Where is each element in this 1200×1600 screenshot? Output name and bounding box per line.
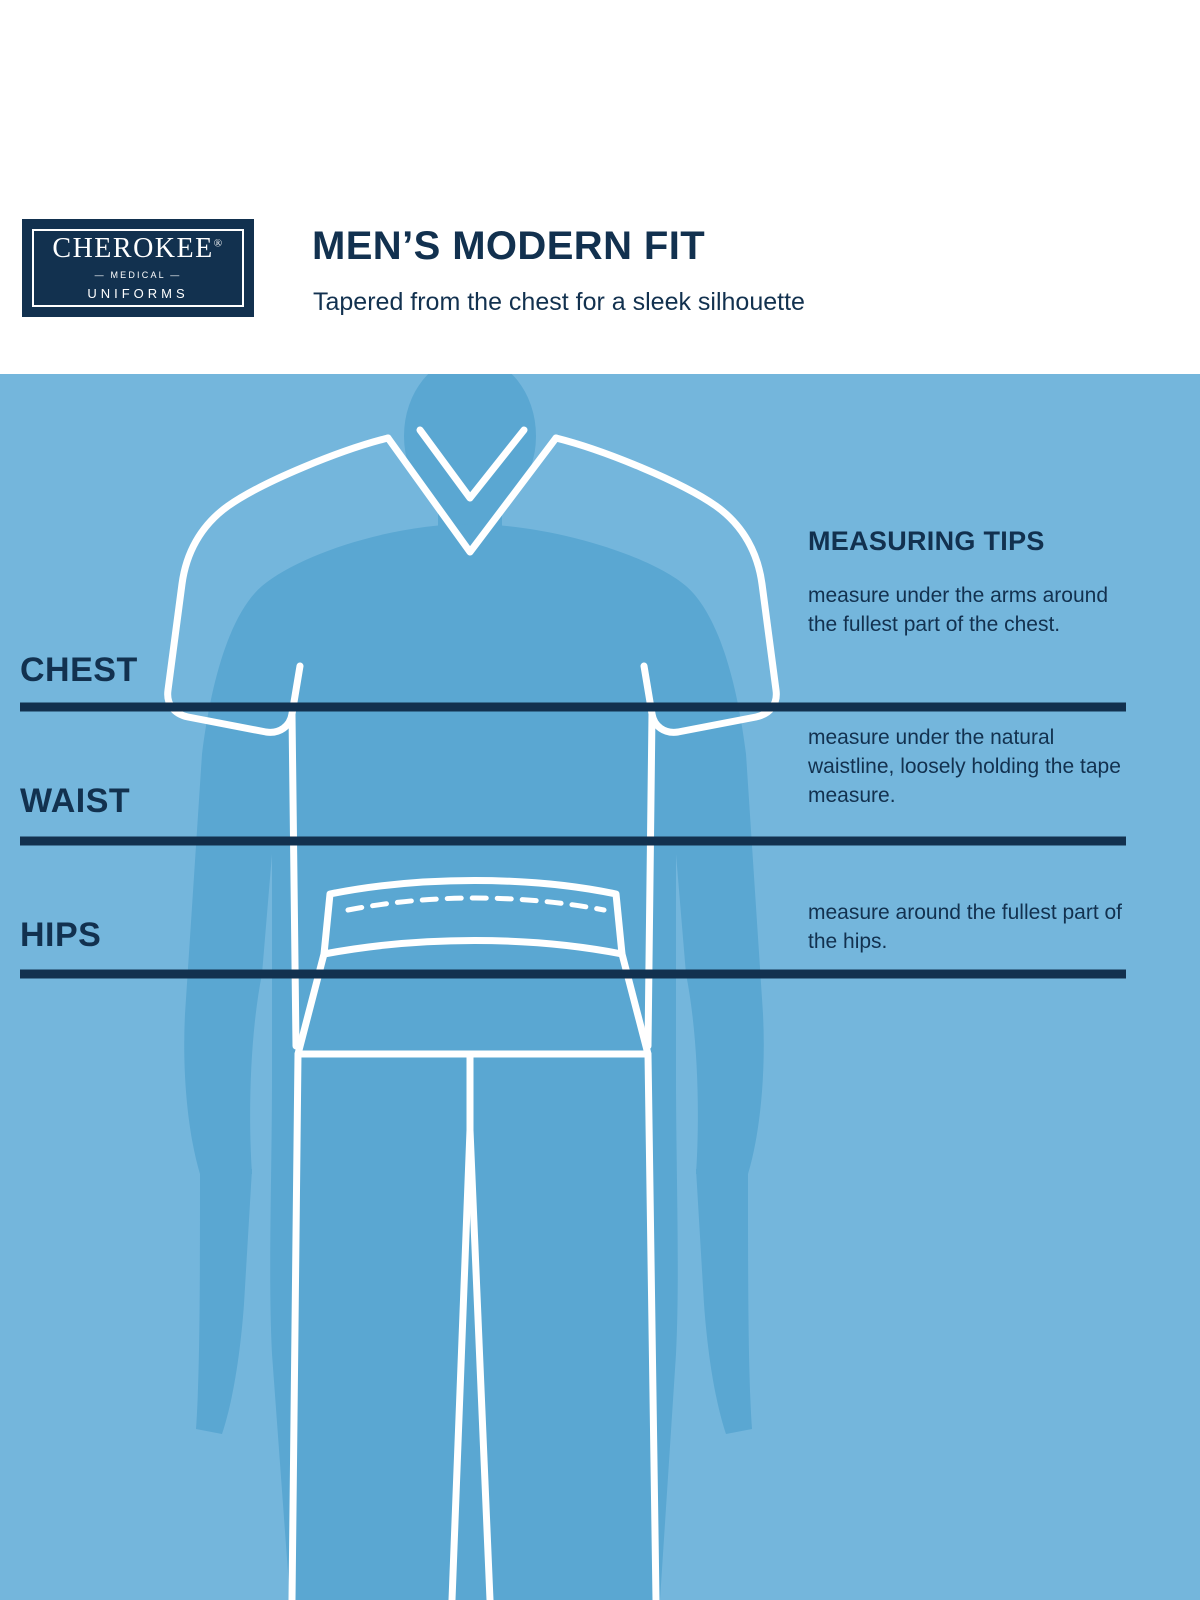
header: [0, 0, 1200, 374]
measuring-tip-hips: measure around the fullest part of the hips.: [808, 901, 1123, 953]
measuring-tip-chest: measure under the arms around the fullest part of the chest.: [808, 584, 1108, 636]
brand-name-text: CHEROKEE: [52, 233, 214, 264]
diagram-panel: [0, 374, 1200, 1600]
body-silhouette: [184, 374, 764, 1600]
body-illustration: [0, 374, 1200, 1600]
measuring-tips-title: MEASURING TIPS: [808, 526, 1045, 556]
brand-logo-frame: [32, 229, 244, 307]
brand-medical-label: — MEDICAL —: [94, 270, 182, 280]
brand-name: [52, 235, 223, 263]
label-hips: HIPS: [20, 916, 102, 954]
page-title: MEN’S MODERN FIT: [312, 224, 706, 268]
label-waist: WAIST: [20, 782, 131, 820]
brand-trademark-icon: ®: [213, 237, 224, 250]
label-chest: CHEST: [20, 651, 138, 689]
brand-logo: [22, 219, 254, 317]
brand-uniforms-label: UNIFORMS: [87, 286, 189, 301]
page-subtitle: Tapered from the chest for a sleek silhouette: [313, 288, 805, 316]
measuring-tip-waist: measure under the natural waistline, loosely holding the tape measure.: [808, 726, 1121, 807]
